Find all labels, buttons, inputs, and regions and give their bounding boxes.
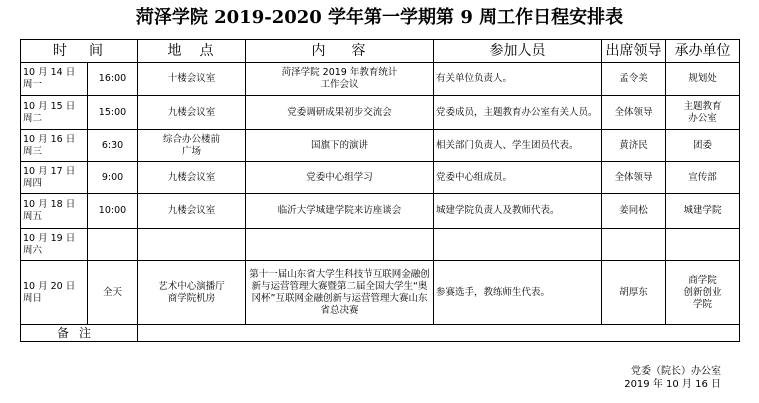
content-cell: 第十一届山东省大学生科技节互联网金融创新与运营管理大赛暨第二届全国大学生“奥冈杯”互联网金融创新与运营管理大赛山东省总决赛 [246,261,434,325]
weekday-text: 周五 [23,211,43,222]
date-text: 10 月 19 日 [23,232,76,244]
date-text: 10 月 16 日 [23,133,76,145]
place-cell: 综合办公楼前 广场 [138,130,246,162]
date-cell [21,194,88,229]
page-title: 菏泽学院 2019-2020 学年第一学期第 9 周工作日程安排表 [135,7,624,28]
place-cell: 九楼会议室 [138,194,246,229]
date-cell [21,229,88,261]
header-participants: 参加人员 [434,40,602,63]
time-cell: 16:00 [88,63,138,96]
time-cell: 10:00 [88,194,138,229]
leader-cell: 胡厚东 [602,261,666,325]
date-text: 10 月 14 日 [23,67,76,78]
content-cell: 党委中心组学习 [246,162,434,194]
unit-cell: 规划处 [666,63,740,96]
date-text: 10 月 15 日 [23,100,76,112]
remarks-value [138,325,740,342]
weekday-text: 周一 [23,79,43,90]
time-cell [88,229,138,261]
participants-cell: 相关部门负责人、学生团员代表。 [434,130,602,162]
unit-cell: 宣传部 [666,162,740,194]
participants-cell: 有关单位负责人。 [434,63,602,96]
content-cell: 菏泽学院 2019 年教育统计 工作会议 [246,63,434,96]
weekday-text: 周六 [23,244,43,256]
leader-cell: 黄济民 [602,130,666,162]
footer-date: 2019 年 10 月 16 日 [624,379,721,390]
weekday-text: 周日 [23,292,43,304]
header-unit: 承办单位 [666,40,740,63]
participants-cell: 城建学院负责人及教师代表。 [434,194,602,229]
participants-cell: 党委中心组成员。 [434,162,602,194]
date-cell [21,162,88,194]
time-cell: 15:00 [88,96,138,130]
header-leader: 出席领导 [602,40,666,63]
header-content: 内容 [246,40,434,63]
participants-cell: 参赛选手，教练师生代表。 [434,261,602,325]
table-row [21,194,740,229]
leader-cell [602,229,666,261]
place-cell: 九楼会议室 [138,96,246,130]
leader-cell: 全体领导 [602,96,666,130]
place-cell [138,229,246,261]
header-time: 时间 [21,40,138,63]
date-cell [21,261,88,325]
header-row [21,40,740,63]
unit-cell: 商学院 创新创业 学院 [666,261,740,325]
time-cell: 9:00 [88,162,138,194]
time-cell: 6:30 [88,130,138,162]
content-cell: 国旗下的演讲 [246,130,434,162]
place-cell: 艺术中心演播厅 商学院机房 [138,261,246,325]
participants-cell [434,229,602,261]
date-text: 10 月 17 日 [23,165,76,177]
footer-office: 党委（院长）办公室 [631,366,721,377]
weekday-text: 周四 [23,177,43,189]
table-row [21,63,740,96]
unit-cell [666,229,740,261]
remarks-row [21,325,740,342]
date-cell [21,96,88,130]
table-row [21,162,740,194]
place-cell: 十楼会议室 [138,63,246,96]
participants-cell: 党委成员，主题教育办公室有关人员。 [434,96,602,130]
leader-cell: 姜同松 [602,194,666,229]
table-row [21,96,740,130]
unit-cell: 城建学院 [666,194,740,229]
weekday-text: 周二 [23,112,43,124]
table-row [21,261,740,325]
date-cell [21,63,88,96]
date-text: 10 月 18 日 [23,199,76,210]
schedule-table [20,39,740,342]
content-cell: 党委调研成果初步交流会 [246,96,434,130]
table-row [21,229,740,261]
place-cell: 九楼会议室 [138,162,246,194]
weekday-text: 周三 [23,145,43,157]
leader-cell: 全体领导 [602,162,666,194]
content-cell: 临沂大学城建学院来访座谈会 [246,194,434,229]
remarks-label: 备注 [21,325,138,342]
header-place: 地点 [138,40,246,63]
unit-cell: 主题教育 办公室 [666,96,740,130]
leader-cell: 孟令美 [602,63,666,96]
date-cell [21,130,88,162]
date-text: 10 月 20 日 [23,280,76,292]
content-cell [246,229,434,261]
table-row [21,130,740,162]
unit-cell: 团委 [666,130,740,162]
time-cell: 全天 [88,261,138,325]
